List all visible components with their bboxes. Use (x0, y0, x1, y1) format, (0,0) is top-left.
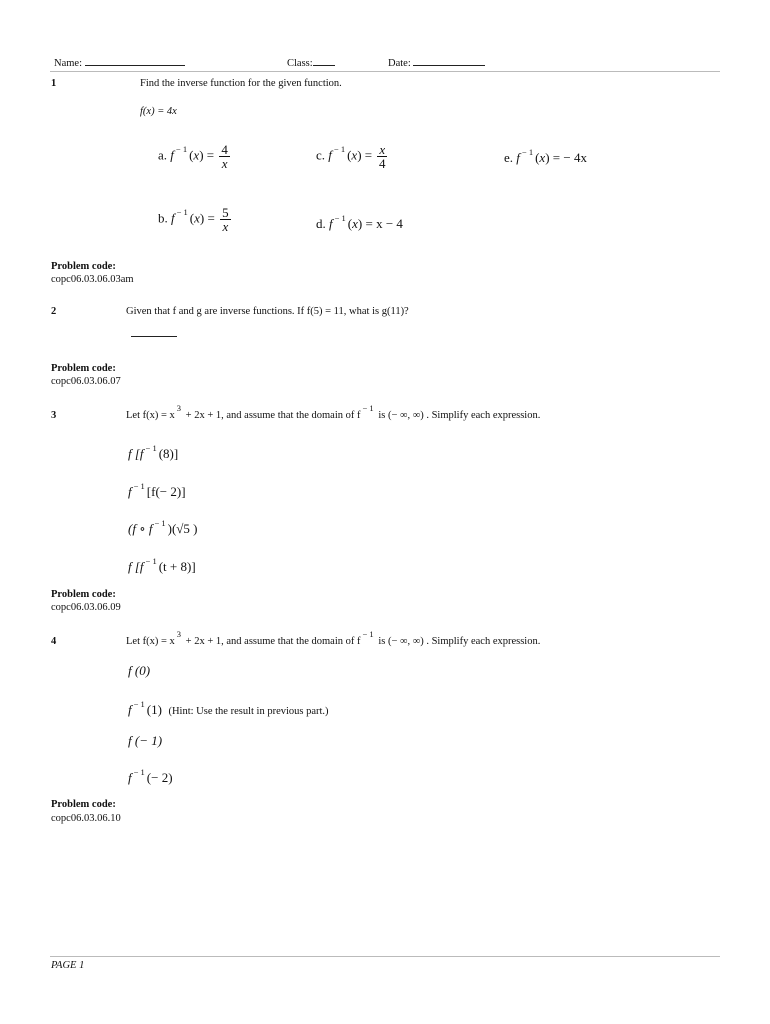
problem-number: 1 (51, 78, 57, 89)
choice-a-label: a. (158, 147, 168, 163)
problem-question (126, 403, 541, 421)
choice-b-fraction (220, 206, 231, 233)
question-inv: − 1 (362, 629, 374, 639)
page-number-text: PAGE 1 (51, 960, 85, 971)
expr-part: )(√5 ) (167, 521, 198, 536)
date-blank (413, 55, 485, 66)
choice-a-num: 4 (221, 142, 228, 157)
expression-item: f $^{- 1}$ (1) (Hint: Use the result in previous part.) (128, 699, 329, 717)
problem-code-label: Problem code: (51, 589, 116, 600)
choice-c-num: x (379, 142, 386, 157)
choice-b-den: x (222, 219, 229, 234)
expr-part: (t + 8)] (158, 559, 196, 574)
choice-b[interactable]: b. f $^{- 1}$ (x) = $\frac{5}{x}$ (158, 205, 229, 234)
header-rule (50, 71, 720, 72)
given-function (140, 106, 177, 117)
expr-part: f [f (128, 446, 144, 461)
choice-b-num: 5 (222, 205, 229, 220)
date-field (388, 55, 485, 69)
answer-blank[interactable] (131, 336, 177, 337)
problem-code: copc06.03.06.10 (51, 813, 121, 824)
problem-number: 3 (51, 410, 57, 421)
expr-part: f (− 1) (128, 733, 163, 748)
expr-part: f (0) (128, 663, 151, 678)
page-number (51, 960, 84, 971)
expr-part: f (128, 484, 132, 499)
problem-question: Find the inverse function for the given function. (140, 78, 342, 89)
date-label: Date: (388, 58, 411, 69)
choice-c[interactable]: c. f $^{- 1}$ (x) = $\frac{x}{4}$ (316, 142, 386, 171)
question-post: is (− ∞, ∞) . Simplify each expression. (375, 410, 541, 421)
class-label: Class: (287, 58, 313, 69)
expr-part: f [f (128, 559, 144, 574)
problem-code: copc06.03.06.09 (51, 602, 121, 613)
question-exp: 3 (176, 629, 182, 639)
question-mid: + 2x + 1, and assume that the domain of f (183, 410, 361, 421)
expression-item: f $^{- 1}$ [f(− 2)] (128, 481, 186, 499)
problem-code-label: Problem code: (51, 261, 116, 272)
expr-part: (8)] (158, 446, 179, 461)
expression-item: f $^{- 1}$ (− 2) (128, 767, 173, 785)
choice-e[interactable]: e. f $^{- 1}$ (x) = − 4x (504, 147, 587, 165)
name-label: Name: (54, 58, 82, 69)
expr-part: (f ∘ f (128, 521, 153, 536)
choice-e-rhs: − 4x (563, 150, 587, 165)
class-field (287, 55, 335, 69)
question-pre: Let f(x) = x (126, 410, 175, 421)
expression-item: f [f $^{- 1}$ (8)] (128, 443, 179, 461)
expr-part: [f(− 2)] (146, 484, 186, 499)
expr-part: (1) (146, 702, 162, 717)
problem-number: 2 (51, 306, 57, 317)
question-mid: + 2x + 1, and assume that the domain of f (183, 636, 361, 647)
problem-code-label: Problem code: (51, 799, 116, 810)
problem-question (126, 629, 541, 647)
question-post: is (− ∞, ∞) . Simplify each expression. (375, 636, 541, 647)
choice-a[interactable]: a. f $^{- 1}$ (x) = $\frac{4}{x}$ (158, 142, 228, 171)
problem-question: Given that f and g are inverse functions. If f(5) = 11, what is g(11)? (126, 306, 409, 317)
expression-item: (f ∘ f $^{- 1}$ )(√5 ) (128, 518, 198, 536)
hint-text: (Hint: Use the result in previous part.) (168, 706, 329, 717)
choice-d-label: d. (316, 216, 326, 231)
problem-code-label: Problem code: (51, 363, 116, 374)
question-inv: − 1 (362, 403, 374, 413)
footer-rule (50, 956, 720, 957)
choice-a-fraction (219, 143, 230, 170)
problem-code: copc06.03.06.03am (51, 274, 134, 285)
expr-part: f (128, 702, 132, 717)
problem-code: copc06.03.06.07 (51, 376, 121, 387)
choice-d[interactable]: d. f $^{- 1}$ (x) = x − 4 (316, 213, 403, 231)
problem-number: 4 (51, 636, 57, 647)
expression-item (128, 663, 150, 679)
given-function-text: f(x) = 4x (140, 106, 177, 117)
choice-e-label: e. (504, 150, 514, 165)
choice-c-fraction (377, 143, 387, 170)
name-blank (85, 55, 185, 66)
choice-b-label: b. (158, 210, 168, 226)
question-exp: 3 (176, 403, 182, 413)
expression-item (128, 733, 162, 749)
expr-part: (− 2) (146, 770, 173, 785)
class-blank (313, 55, 335, 66)
expression-item: f [f $^{- 1}$ (t + 8)] (128, 556, 196, 574)
name-field (54, 55, 185, 69)
choice-c-label: c. (316, 147, 326, 163)
expr-part: f (128, 770, 132, 785)
choice-c-den: 4 (379, 156, 386, 171)
question-pre: Let f(x) = x (126, 636, 175, 647)
choice-d-rhs: x − 4 (376, 216, 403, 231)
choice-a-den: x (221, 156, 228, 171)
